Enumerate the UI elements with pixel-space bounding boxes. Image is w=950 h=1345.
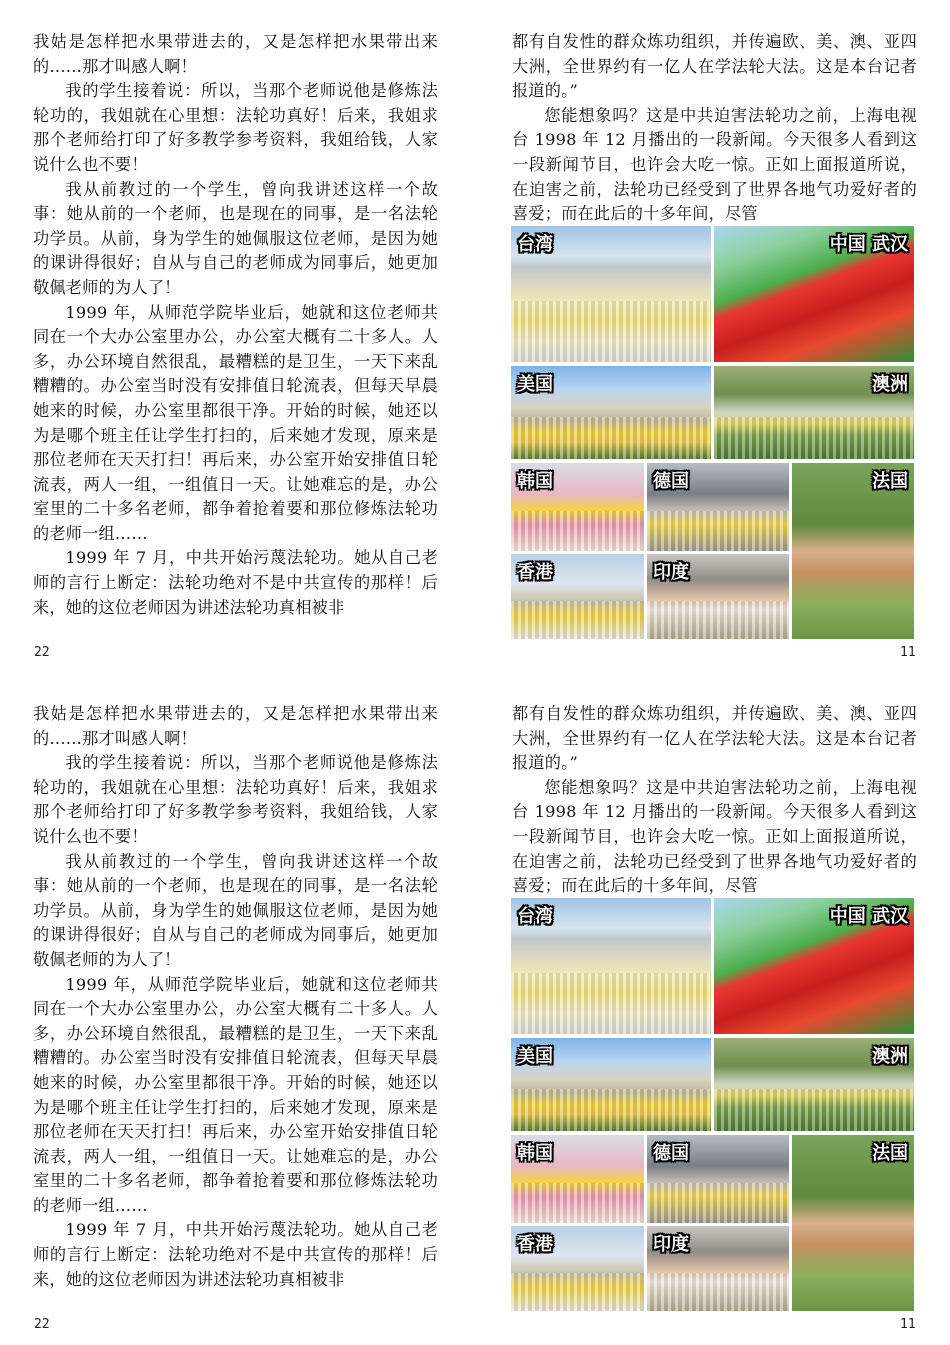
page-number-right: 11: [900, 1317, 916, 1332]
photo-wuhan: [713, 897, 915, 1035]
paragraph: 您能想象吗？这是中共迫害法轮功之前，上海电视台 1998 年 12 月播出的一段新闻。今天很多人看到这一段新闻节目，也许会大吃一惊。正如上面报道所说，在迫害之前，法轮功已经受到了世界各地气功爱好者的喜爱；而在此后的十多年间，尽管: [512, 105, 917, 224]
photo-label: 韩国: [517, 471, 553, 492]
photo-label: 德国: [653, 1143, 689, 1164]
photo-usa: [510, 1037, 712, 1132]
photo-taiwan: [510, 225, 712, 363]
photo-collage: [510, 897, 915, 1313]
photo-australia: [713, 1037, 915, 1132]
photo-india: [646, 553, 790, 640]
left-page-text: [33, 30, 438, 620]
page-number-left: 22: [34, 1317, 50, 1332]
paragraph: 我从前教过的一个学生，曾向我讲述这样一个故事：她从前的一个老师，也是现在的同事，是一名法轮功学员。从前，身为学生的她佩服这位老师，是因为她的课讲得很好；自从与自己的老师成为同事后，她更加敬佩老师的为人了！: [33, 851, 438, 969]
photo-label: 德国: [653, 471, 689, 492]
paragraph: 我从前教过的一个学生，曾向我讲述这样一个故事：她从前的一个老师，也是现在的同事，是一名法轮功学员。从前，身为学生的她佩服这位老师，是因为她的课讲得很好；自从与自己的老师成为同事后，她更加敬佩老师的为人了！: [33, 179, 438, 297]
paragraph: 1999 年，从师范学院毕业后，她就和这位老师共同在一个大办公室里办公，办公室大概有二十多人。人多，办公环境自然很乱，最糟糕的是卫生，一天下来乱糟糟的。办公室当时没有安排值日轮流表，但每天早晨她来的时候，办公室里都很干净。开始的时候，她还以为是哪个班主任让学生打扫的，后来她才发现，原来是那位老师在天天打扫！再后来，办公室开始安排值日轮流表，两人一组，一组值日一天。让她难忘的是，办公室里的二十多名老师，都争着抢着要和那位修炼法轮功的老师一组……: [33, 974, 438, 1215]
photo-label: 法国: [872, 471, 908, 492]
photo-label: 韩国: [517, 1143, 553, 1164]
paragraph: 都有自发性的群众炼功组织，并传遍欧、美、澳、亚四大洲，全世界约有一亿人在学法轮大法。这是本台记者报道的。”: [512, 704, 917, 773]
photo-label: 印度: [653, 562, 689, 583]
left-page-text: [33, 702, 438, 1292]
paragraph: 1999 年 7 月，中共开始污蔑法轮功。她从自己老师的言行上断定：法轮功绝对不是中共宣传的那样！后来，她的这位老师因为讲述法轮功真相被非: [33, 548, 438, 617]
photo-label: 美国: [517, 374, 553, 395]
sheet-bottom: [0, 672, 950, 1344]
photo-germany: [646, 462, 790, 552]
right-page-text: [512, 30, 917, 227]
photo-label: 香港: [517, 1234, 553, 1255]
paragraph: 1999 年 7 月，中共开始污蔑法轮功。她从自己老师的言行上断定：法轮功绝对不是中共宣传的那样！后来，她的这位老师因为讲述法轮功真相被非: [33, 1220, 438, 1289]
page-number-left: 22: [34, 645, 50, 660]
photo-label: 澳洲: [872, 1046, 908, 1067]
photo-label: 中国 武汉: [829, 906, 908, 927]
sheet-top: [0, 0, 950, 672]
photo-label: 法国: [872, 1143, 908, 1164]
paragraph: 我姑是怎样把水果带进去的，又是怎样把水果带出来的……那才叫感人啊！: [33, 32, 438, 76]
photo-korea: [510, 462, 645, 552]
photo-label: 台湾: [517, 906, 553, 927]
paragraph: 您能想象吗？这是中共迫害法轮功之前，上海电视台 1998 年 12 月播出的一段新闻。今天很多人看到这一段新闻节目，也许会大吃一惊。正如上面报道所说，在迫害之前，法轮功已经受到了世界各地气功爱好者的喜爱；而在此后的十多年间，尽管: [512, 777, 917, 896]
photo-korea: [510, 1134, 645, 1224]
photo-label: 中国 武汉: [829, 234, 908, 255]
photo-taiwan: [510, 897, 712, 1035]
page-number-right: 11: [900, 645, 916, 660]
photo-hongkong: [510, 553, 645, 640]
photo-france: [791, 1134, 915, 1312]
photo-label: 香港: [517, 562, 553, 583]
photo-india: [646, 1225, 790, 1312]
photo-label: 美国: [517, 1046, 553, 1067]
paragraph: 我的学生接着说：所以，当那个老师说他是修炼法轮功的，我姐就在心里想：法轮功真好！后来，我姐求那个老师给打印了好多教学参考资料，我姐给钱，人家说什么也不要！: [33, 753, 438, 846]
right-page-text: [512, 702, 917, 899]
paragraph: 都有自发性的群众炼功组织，并传遍欧、美、澳、亚四大洲，全世界约有一亿人在学法轮大法。这是本台记者报道的。”: [512, 32, 917, 101]
photo-wuhan: [713, 225, 915, 363]
paragraph: 我的学生接着说：所以，当那个老师说他是修炼法轮功的，我姐就在心里想：法轮功真好！后来，我姐求那个老师给打印了好多教学参考资料，我姐给钱，人家说什么也不要！: [33, 81, 438, 174]
paragraph: 我姑是怎样把水果带进去的，又是怎样把水果带出来的……那才叫感人啊！: [33, 704, 438, 748]
photo-usa: [510, 365, 712, 460]
photo-france: [791, 462, 915, 640]
photo-germany: [646, 1134, 790, 1224]
photo-label: 印度: [653, 1234, 689, 1255]
photo-label: 台湾: [517, 234, 553, 255]
photo-collage: [510, 225, 915, 641]
paragraph: 1999 年，从师范学院毕业后，她就和这位老师共同在一个大办公室里办公，办公室大概有二十多人。人多，办公环境自然很乱，最糟糕的是卫生，一天下来乱糟糟的。办公室当时没有安排值日轮流表，但每天早晨她来的时候，办公室里都很干净。开始的时候，她还以为是哪个班主任让学生打扫的，后来她才发现，原来是那位老师在天天打扫！再后来，办公室开始安排值日轮流表，两人一组，一组值日一天。让她难忘的是，办公室里的二十多名老师，都争着抢着要和那位修炼法轮功的老师一组……: [33, 302, 438, 543]
photo-australia: [713, 365, 915, 460]
photo-label: 澳洲: [872, 374, 908, 395]
photo-hongkong: [510, 1225, 645, 1312]
